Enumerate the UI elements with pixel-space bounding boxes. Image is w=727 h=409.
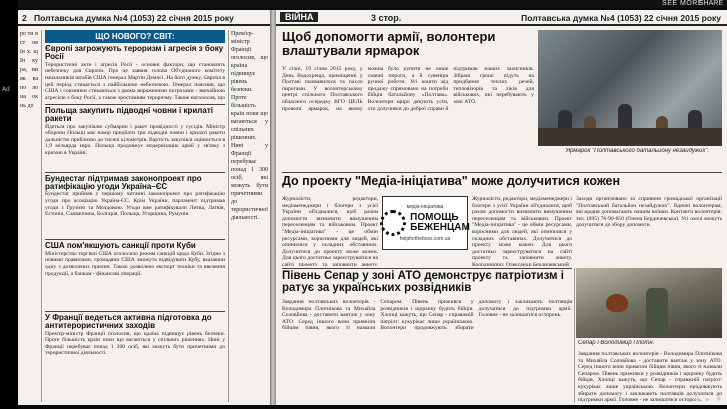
photo-caption-fair: Ярмарок "Полтавського батальйону незайдужих". [566,148,710,154]
article-bundestag [45,175,225,238]
article-media-body-col4 [576,196,722,266]
article-usa-cuba [45,242,225,308]
share-button[interactable]: SHARE [698,0,723,7]
article-body: Терористичні акти і агресія Росії - основні фактори, що становлять небезпеку для Європи. Про це заявив голова Об'єднаного комітету начальників штабів США генерал Мартін Демпсі. На його думку, Європа в цей період стикається з найбільшою небезпекою. Генерал пояснив, що США і союзники стикаються з двома вираженими погрозами - звичайною агресією з боку Росії, а також зростанням тероризму. Також наголосив, що [45,61,225,101]
viewer-topbar [18,0,727,8]
left-page-edge-texts [231,30,268,404]
logo-line-2: ПОМОЩЬ [410,211,459,223]
rubric-world-news: ЩО НОВОГО? СВІТ: [45,30,225,43]
article-body: Заходи організовано за сприяння громадської організації "Полтавський батальйон незайдужих". Вдячні волонтерам, які щодня допомагають нашим воїнам. Контакти волонтерів: тел. (095) 76-90-850 (Олена Бердичевська). Усі охочі можуть долучитися до збору допомоги. [576,196,722,229]
world-news-column [45,30,225,404]
article-body: Завдання полтавських волонтерів - Володимира Плотнікова та Михайла Соловйова - доставити вантаж у зону АТО. Серед іншого вони привезли бійцям півня, якого ті назвали Сепаром. Півень прижився у розвідників і щоранку будить бійців. Хлопці кажуть, що Сепар - справжній патріот: кукурікає лише українською. Волонтери продовжують збирати допомогу і закликають полтавців долучатися до підтримки армії. Головне - не залишатися осторонь. [578,351,722,403]
page-header-left [18,10,270,26]
page-header-text: Полтавська думка №4 (1053) 22 січня 2015 року [34,13,234,23]
logo-site: helpfortheboss.com.ua [399,236,451,242]
page-header-right [276,10,727,26]
article-title: Півень Сепар у зоні АТО демонструє патріотизм і ратує за українських розвідників [282,270,564,295]
left-edge-column [20,30,38,402]
article-body: Журналісти, редактори, медіаменеджери і блогери з усієї України об'єдналися, щоб разом допомогти визначити вимушеним переселенцям та військовим. Проект "Медіа-ініціатива" - це обмін ресурсами, корисними для людей, які опинилися у складних обставинах. Долучитися до проекту може кожен. Для цього достатньо зареєструватися на сайті проекту та заповнити анкету. [282,196,378,266]
article-fair-body [282,66,534,170]
article-body: Прем'єр-міністр Франції оголосив, що країна підвищує рівень безпеки. Проте більшість країн поки що вагаються у спільних рішеннях. Нині у Франції перебуває понад 1 300 осіб, які можуть бути причетними до терористичної діяльності. [45,330,225,357]
article-rooster-headline [282,270,572,296]
article-body: Міністерство торгівлі США оголосило режим санкцій щодо Куби. Згідно з новими правилами, громадяни США зможуть відвідувати Кубу, вказавши одну з дозволених причин. Також дозволено експорт техніки та ввезення продукції, а банкам - фінансові операції. [45,250,225,277]
section-label: ВІЙНА [280,12,318,22]
edge-column-text: ро ти в ст ов їн х. щ Ін ку ра, ни як ва по ло на ок нь до [20,31,38,109]
article-title: До проекту "Медіа-ініціатива" може долучитися кожен [282,175,621,188]
logo-line-3: БЕЖЕНЦАМ [410,222,470,233]
article-europe [45,45,225,102]
article-rooster-body [282,299,572,403]
article-body: Журналісти, редактори, медіаменеджери і блогери з усієї України об'єдналися, щоб разом допомогти визначити вимушеним переселенцям та військовим. Проект "Медіа-ініціатива" - це обмін ресурсами, корисними для людей, які опинилися у складних обставинах. Долучитися до проекту може кожен. Для цього достатньо зареєструватися на сайті проекту та заповнити анкету. Координатор: Олександр Бердичевський. [472,196,572,266]
article-body: У січні, 19 січня 2015 року, у День Водохреща, приміщенні у Полтаві пожвавилося та пахло пирогами. У волонтерському центрі спільного Полтавського обласного осередку ВГО ЦЕЛЬ провели ярмарок, на якому можна було купити не лише смачні пироги, а й сувеніри ручної роботи. Усі кошти від продажу спрямовано на потреби бійців батальйону «Полтава». Волонтери щиро дякують усім, хто долучився до доброї справи й підтримав наших захисників. Зібрані гроші підуть на придбання теплих речей, тепловізорів та ліків для військових, які перебувають у зоні АТО. [282,66,534,112]
media-initiative-logo [382,196,468,250]
article-title: Європі загрожують тероризм і агресія з боку Росії [45,44,224,62]
article-title: Бундестаг підтримав законопроект про ратифікацію угоди Україна–ЄС [45,173,202,191]
article-media-headline [282,175,722,193]
logo-caption: медіа-ініціатива [406,204,444,210]
article-body: Бундестаг прийняв у першому читанні законопроект про ратифікацію угоди про асоціацію Україна-ЄС. Крім України, парламент підтримав угоди з Грузією та Молдовою. Угоди вже ратифікували Литва, Латвія, Естонія, Словаччина, Болгарія, Польща, Угорщина, Румунія. [45,191,225,218]
logo-ring-icon [380,210,406,236]
ad-label: Ad [2,86,10,93]
page-label: 3 стор. [371,13,402,23]
page-header-text: Полтавська думка №4 (1053) 22 січня 2015 року [521,13,721,23]
see-more-button[interactable]: SEE MORE [662,0,703,7]
article-title: Щоб допомогти армії, волонтери влаштували ярмарок [282,30,496,58]
article-france [45,314,225,381]
photo-caption-rooster: Сепар і Володимир Плотн. [578,340,655,346]
article-title: Польща закупить підводні човни і крилаті ракети [45,105,213,124]
page-number: 2 [22,13,27,23]
article-body: Йдеться про закупівлю субмарин і ракет провідності у сусідів. Міністр оборони Польщі має намір придбати три підводні човни і крилаті ракети дальністю приблизно до тисячі кілометрів. Вартість закупівлі оцінюється в 1,9 мільярда євро. Польща продовжує модернізацію армії у зв'язку з кризою в Україні. [45,123,225,156]
article-media-body-col3 [472,196,572,266]
photo-fair [538,30,722,146]
article-media-body-col1 [282,196,378,266]
photo-rooster [576,268,722,338]
newspaper-page-left [18,10,270,405]
article-title: У Франції ведеться активна підготовка до антитерористичних заходів [45,312,212,331]
article-fair-headline [282,30,534,64]
edge-column-text-right: Прем'єр-міністр Франції оголосив, що країна підвищує рівень безпеки. Проте більшість країн поки що вагаються у спільних рішеннях. Нині у Франції перебуває понад 1 300 осіб, які можуть бути причетними до терористичної діяльності. [231,31,268,221]
article-title: США пом'якшують санкції проти Куби [45,241,196,251]
article-body: Завдання полтавських волонтерів - Володимира Плотнікова та Михайла Соловйова - доставити вантаж у зону АТО. Серед іншого вони привезли бійцям півня, якого ті назвали Сепаром. Півень прижився у розвідників і щоранку будить бійців. Хлопці кажуть, що Сепар - справжній патріот: кукурікає лише українською. Волонтери продовжують збирати допомогу і закликають полтавців долучатися до підтримки армії. Головне - не залишатися осторонь. [282,299,572,332]
article-poland [45,107,225,170]
left-ad-rail [0,0,18,409]
newspaper-page-right [276,10,727,405]
viewer-nav-arrows[interactable]: ◂ ▸ ▾ [694,394,723,404]
